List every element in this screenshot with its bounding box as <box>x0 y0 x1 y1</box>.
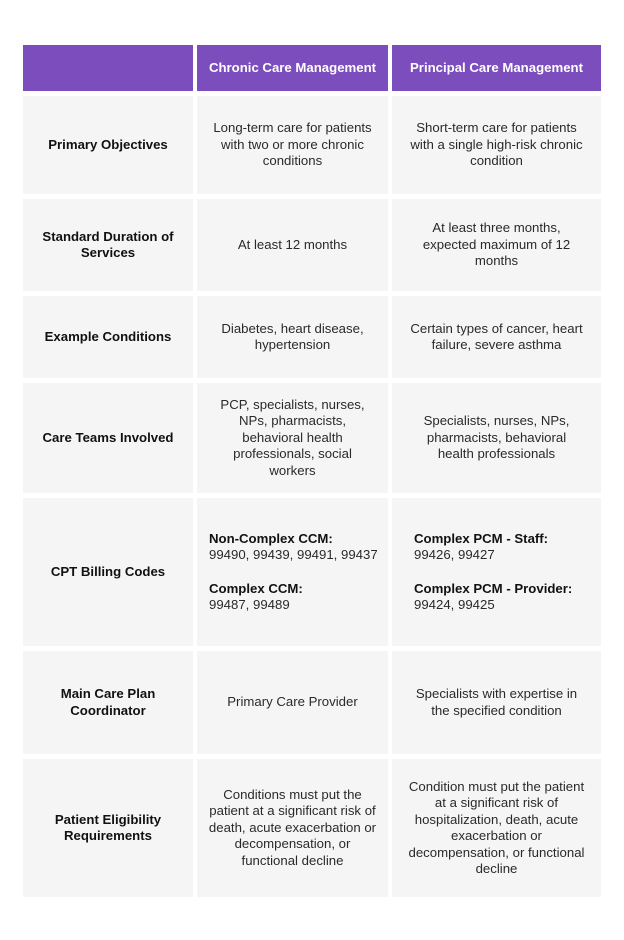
pcm-primary-objectives: Short-term care for patients with a single high-risk chronic condition <box>392 96 601 194</box>
pcm-main-coordinator: Specialists with expertise in the specified condition <box>392 651 601 754</box>
pcm-code-group-values: 99424, 99425 <box>414 597 495 612</box>
ccm-code-group <box>209 581 378 614</box>
comparison-table <box>23 45 601 897</box>
row-label-care-teams: Care Teams Involved <box>23 383 193 493</box>
ccm-example-conditions: Diabetes, heart disease, hypertension <box>197 296 388 378</box>
row-label-primary-objectives: Primary Objectives <box>23 96 193 194</box>
pcm-example-conditions: Certain types of cancer, heart failure, severe asthma <box>392 296 601 378</box>
pcm-code-group <box>414 531 572 564</box>
ccm-primary-objectives: Long-term care for patients with two or more chronic conditions <box>197 96 388 194</box>
row-label-main-coordinator: Main Care Plan Coordinator <box>23 651 193 754</box>
pcm-cpt-codes <box>392 498 601 646</box>
pcm-care-teams: Specialists, nurses, NPs, pharmacists, behavioral health professionals <box>392 383 601 493</box>
ccm-care-teams: PCP, specialists, nurses, NPs, pharmacists, behavioral health professionals, social workers <box>197 383 388 493</box>
pcm-standard-duration: At least three months, expected maximum of 12 months <box>392 199 601 291</box>
pcm-patient-eligibility: Condition must put the patient at a significant risk of hospitalization, death, acute exacerbation or decompensation, or functional decline <box>392 759 601 897</box>
ccm-patient-eligibility: Conditions must put the patient at a significant risk of death, acute exacerbation or decompensation, or functional decline <box>197 759 388 897</box>
header-ccm: Chronic Care Management <box>197 45 388 91</box>
row-label-standard-duration: Standard Duration of Services <box>23 199 193 291</box>
ccm-code-group-values: 99487, 99489 <box>209 597 290 612</box>
row-label-cpt-billing-codes: CPT Billing Codes <box>23 498 193 646</box>
ccm-code-group-title: Non-Complex CCM: <box>209 530 333 546</box>
header-pcm: Principal Care Management <box>392 45 601 91</box>
ccm-cpt-codes <box>197 498 388 646</box>
row-label-patient-eligibility: Patient Eligibility Requirements <box>23 759 193 897</box>
row-label-example-conditions: Example Conditions <box>23 296 193 378</box>
ccm-standard-duration: At least 12 months <box>197 199 388 291</box>
pcm-code-group-values: 99426, 99427 <box>414 547 495 562</box>
ccm-code-group-title: Complex CCM: <box>209 580 303 596</box>
header-empty-cell <box>23 45 193 91</box>
ccm-code-group <box>209 531 378 564</box>
pcm-code-group-title: Complex PCM - Provider: <box>414 580 573 596</box>
pcm-code-group <box>414 581 572 614</box>
pcm-code-group-title: Complex PCM - Staff: <box>414 530 549 546</box>
ccm-code-group-values: 99490, 99439, 99491, 99437 <box>209 547 378 562</box>
ccm-main-coordinator: Primary Care Provider <box>197 651 388 754</box>
